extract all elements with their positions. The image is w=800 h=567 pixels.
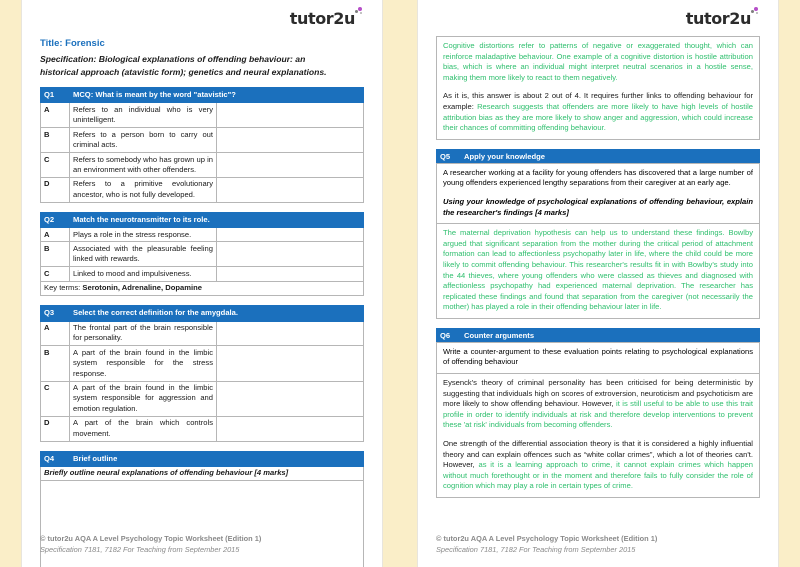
question-heading: Apply your knowledge [464, 151, 546, 161]
answer-paragraph-1-black: Eysenck's theory of criminal personality has been criticised for being deterministic by suggesting that individuals high on scores of extroversion, neuroticism and psychoticism are more likely to show offending behaviour. However, [443, 378, 753, 409]
sparkle-icon [751, 7, 760, 16]
answer-cell[interactable] [217, 177, 364, 202]
footer-specification: Specification 7181, 7182 For Teaching from September 2015 [40, 545, 240, 554]
option-letter: C [41, 267, 70, 281]
table-row [41, 228, 364, 242]
option-letter: D [41, 416, 70, 441]
question-heading: Brief outline [70, 451, 364, 466]
footer-specification: Specification 7181, 7182 For Teaching from September 2015 [436, 545, 636, 554]
question-header-q5 [436, 149, 760, 163]
key-terms-values: Serotonin, Adrenaline, Dopamine [82, 283, 202, 293]
question-heading: Match the neurotransmitter to its role. [70, 212, 364, 227]
table-row [41, 381, 364, 416]
option-letter: C [41, 153, 70, 178]
option-letter: B [41, 346, 70, 381]
question-body-q5 [436, 163, 760, 224]
question-number: Q3 [41, 306, 70, 321]
question-heading: Counter arguments [464, 330, 535, 340]
answer-cell[interactable] [217, 321, 364, 346]
tutor2u-logo [290, 10, 364, 27]
answer-cell[interactable] [217, 346, 364, 381]
option-letter: C [41, 381, 70, 416]
table-row [41, 466, 364, 480]
feedback-paragraph-1: Cognitive distortions refer to patterns of negative or exaggerated thought, which can reinforce maladaptive behaviour. One example of a cognitive distortion is hostile attribution bias, which is where an individual might interpret neutral scenarios in a hostile sense, making them more likely to react to them negatively. [443, 41, 753, 82]
option-text: Refers to a primitive evolutionary ancestor, who is not fully developed. [70, 177, 217, 202]
worksheet-page-right [418, 0, 778, 567]
option-text: A part of the brain found in the limbic system responsible for the stress response. [70, 346, 217, 381]
question-table-q1 [40, 87, 364, 203]
option-text: A part of the brain found in the limbic system responsible for aggression and emotion regulation. [70, 381, 217, 416]
answer-paragraph-2-black: One strength of the differential association theory is that it is considered a highly influential theory and can explain offences such as “white collar crimes”, which a lot of theories can't. However, [443, 439, 753, 470]
key-terms-row [41, 281, 364, 295]
table-row [41, 103, 364, 128]
option-text: Refers to an individual who is very unintelligent. [70, 103, 217, 128]
feedback-paragraph-2-green: Research suggests that offenders are more likely to have high levels of hostile attribution bias as they are more likely to show anger and aggression, which could increase their chances of committing offending behaviour. [443, 101, 753, 133]
footer-copyright: © tutor2u AQA A Level Psychology Topic Worksheet (Edition 1) [436, 534, 658, 543]
question-header-q4 [41, 451, 364, 466]
answer-body-q6[interactable] [436, 374, 760, 498]
question-number: Q1 [41, 88, 70, 103]
option-letter: A [41, 103, 70, 128]
question-table-q2 [40, 212, 364, 296]
table-row [41, 321, 364, 346]
tutor2u-logo-text: tutor2u [289, 9, 355, 28]
question-header-q1 [41, 88, 364, 103]
answer-paragraph-2 [443, 439, 753, 492]
table-row [41, 346, 364, 381]
option-letter: A [41, 228, 70, 242]
question-header-q2 [41, 212, 364, 227]
footer-copyright: © tutor2u AQA A Level Psychology Topic Worksheet (Edition 1) [40, 534, 262, 543]
option-text: Refers to a person born to carry out criminal acts. [70, 128, 217, 153]
option-text: Associated with the pleasurable feeling linked with rewards. [70, 242, 217, 267]
tutor2u-logo [686, 10, 760, 27]
tutor2u-logo-text: tutor2u [685, 9, 751, 28]
answer-paragraph-2-green: as it is a learning approach to crime, it cannot explain crimes which happen without much forethought or in the moment and therefore fails to fully consider the role of cognition which may play a role in certain types of crime. [443, 460, 753, 491]
key-terms-label: Key terms: [44, 283, 83, 293]
page-title: Title: Forensic [40, 38, 105, 49]
question-block-q5 [436, 149, 760, 319]
question-stem: A researcher working at a facility for young offenders has discovered that a large number of young offenders experienced lengthy separations from their caregiver at an early age. [443, 167, 753, 188]
table-row [41, 242, 364, 267]
question-body-q6 [436, 342, 760, 374]
feedback-box [436, 36, 760, 140]
option-text: A part of the brain which controls movement. [70, 416, 217, 441]
answer-cell[interactable] [217, 381, 364, 416]
canvas-gutter-right [778, 0, 800, 567]
question-header-q3 [41, 306, 364, 321]
table-row [41, 416, 364, 441]
page-footer-right [436, 533, 657, 555]
logo-row-left [40, 10, 364, 32]
option-text: Linked to mood and impulsiveness. [70, 267, 217, 281]
answer-cell[interactable] [217, 103, 364, 128]
worksheet-page-left [22, 0, 382, 567]
question-number: Q6 [440, 330, 451, 340]
answer-cell[interactable] [217, 153, 364, 178]
question-task: Using your knowledge of psychological explanations of offending behaviour, explain the researcher's findings [4 marks] [443, 196, 753, 217]
table-row [41, 281, 364, 295]
question-number: Q2 [41, 212, 70, 227]
specification-text: Specification: Biological explanations of offending behaviour: an historical approach (atavistic form); genetics and neural explanations. [40, 54, 327, 77]
option-letter: B [41, 242, 70, 267]
sparkle-icon [355, 7, 364, 16]
option-letter: D [41, 177, 70, 202]
option-text: Refers to somebody who has grown up in an environment with other offenders. [70, 153, 217, 178]
answer-cell[interactable] [217, 267, 364, 281]
option-letter: B [41, 128, 70, 153]
option-letter: A [41, 321, 70, 346]
table-row [41, 128, 364, 153]
logo-row-right [436, 10, 760, 32]
table-row [41, 153, 364, 178]
answer-cell[interactable] [217, 228, 364, 242]
answer-body-q5[interactable] [436, 224, 760, 319]
table-row [41, 267, 364, 281]
option-text: The frontal part of the brain responsible for personality. [70, 321, 217, 346]
answer-cell[interactable] [217, 416, 364, 441]
option-text: Plays a role in the stress response. [70, 228, 217, 242]
question-number: Q4 [41, 451, 70, 466]
question-block-q6 [436, 328, 760, 498]
answer-cell[interactable] [217, 242, 364, 267]
question-table-q3 [40, 305, 364, 441]
question-prompt: Briefly outline neural explanations of offending behaviour [4 marks] [41, 466, 364, 480]
answer-cell[interactable] [217, 128, 364, 153]
feedback-paragraph-2-black: As it is, this answer is about 2 out of 4. It requires further links to offending behaviour for example: [443, 91, 753, 111]
table-row [41, 177, 364, 202]
question-heading: Select the correct definition for the amygdala. [70, 306, 364, 321]
page-footer-left [40, 533, 261, 555]
answer-paragraph-1 [443, 378, 753, 431]
question-stem: Write a counter-argument to these evaluation points relating to psychological explanations of offending behaviour [443, 346, 753, 367]
canvas-gutter-middle [382, 0, 418, 567]
question-number: Q5 [440, 151, 451, 161]
feedback-paragraph-2 [443, 91, 753, 133]
canvas-gutter-left [0, 0, 22, 567]
answer-text-q5: The maternal deprivation hypothesis can help us to understand these findings. Bowlby argued that significant separation from the mother during the critical period of attachment formation can lead to affectionless psychopathy later in life, where the child could be more likely to commit offending behaviour. This researcher's results fit in with Bowlby's study into the 44 thieves, where young offenders who were classed as thieves and diagnosed with affectionless psychopathy had experienced maternal deprivation. The researcher has replicated these findings and found that separation from the caregiver (not necessarily the mother) has played a role in their offending behaviour later in life. [443, 228, 753, 312]
answer-paragraph-1-green: it is still useful to be able to use this trait profile in order to identify individuals at risk and therefore develop interventions to prevent these 'at risk' individuals from becoming offenders. [443, 399, 753, 430]
question-header-q6 [436, 328, 760, 342]
question-heading: MCQ: What is meant by the word "atavistic"? [70, 88, 364, 103]
